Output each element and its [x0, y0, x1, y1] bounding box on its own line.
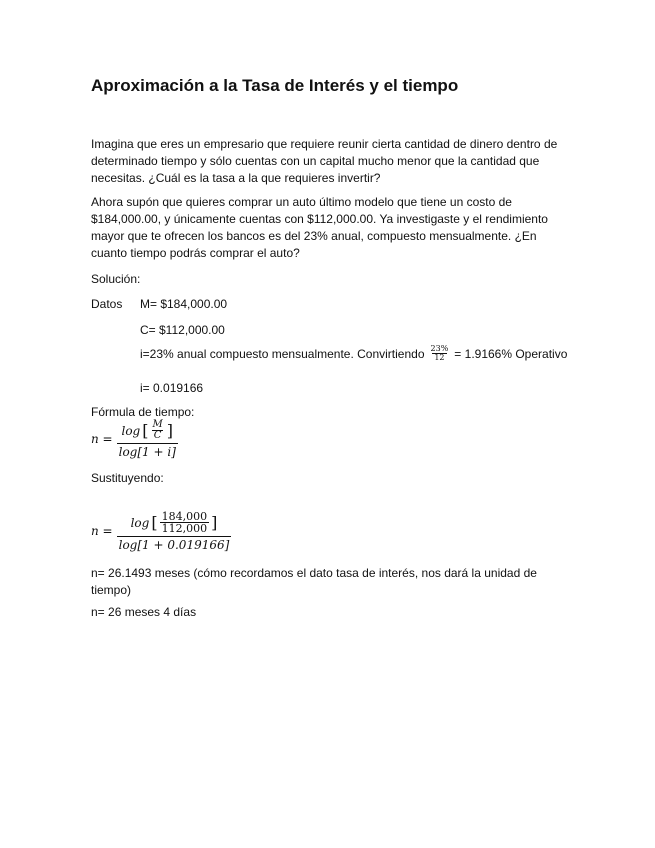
sub-c: 112,000 — [161, 522, 208, 535]
sub-amount-ratio — [160, 511, 210, 534]
page-title: Aproximación a la Tasa de Interés y el tiempo — [91, 76, 459, 95]
result-months: n= 26.1493 meses (cómo recordamos el dato tasa de interés, nos dará la unidad de tiempo) — [91, 566, 537, 597]
formula-fraction — [117, 420, 178, 458]
formula-numerator — [119, 420, 175, 443]
formula-c: C — [153, 430, 162, 441]
formula-n: n = — [91, 432, 113, 446]
problem-paragraph: Ahora supón que quieres comprar un auto último modelo que tiene un costo de $184,000.00, y únicamente cuentas con $112,000.00. Ya investigaste y el rendimiento mayor que te ofrecen los bancos es del 23% anual, compuesto mensualmente. ¿En cuanto tiempo podrás comprar el auto? — [91, 195, 548, 260]
sub-denominator: log[1 + 0.019166] — [118, 538, 230, 552]
sub-m: 184,000 — [161, 510, 208, 523]
sub-fraction — [117, 511, 232, 551]
datos-i-text: i=23% anual compuesto mensualmente. Convirtiendo — [140, 346, 425, 361]
rate-fraction — [429, 345, 451, 362]
formula-label: Fórmula de tiempo: — [91, 405, 195, 419]
sub-log: log — [130, 515, 150, 530]
time-formula — [91, 420, 178, 458]
sub-left-bracket: [ — [151, 512, 158, 532]
formula-log: log — [121, 423, 141, 438]
rate-fraction-num: 23% — [430, 344, 449, 353]
result-months-days: n= 26 meses 4 días — [91, 605, 197, 619]
rate-fraction-den: 12 — [434, 353, 445, 362]
substituted-formula — [91, 511, 231, 551]
formula-m: M — [152, 419, 163, 430]
sub-numerator — [129, 511, 220, 536]
datos-i-result: = 1.9166% Operativo — [454, 346, 568, 361]
intro-paragraph: Imagina que eres un empresario que requiere reunir cierta cantidad de dinero dentro de determinado tiempo y sólo cuentas con un capital mucho menor que la cantidad que necesitas. ¿Cuál es la tasa a la que requieres invertir? — [91, 137, 558, 185]
sub-right-bracket: ] — [211, 512, 218, 532]
solution-label: Solución: — [91, 272, 141, 286]
datos-label: Datos — [91, 297, 123, 311]
datos-c: C= $112,000.00 — [140, 323, 225, 337]
datos-i-decimal: i= 0.019166 — [140, 381, 204, 395]
sustituyendo-label: Sustituyendo: — [91, 471, 164, 485]
formula-denominator: log[1 + i] — [118, 445, 176, 459]
datos-m: M= $184,000.00 — [140, 297, 228, 311]
right-bracket: ] — [166, 420, 173, 440]
m-over-c — [150, 420, 164, 441]
left-bracket: [ — [142, 420, 149, 440]
datos-i-row — [140, 345, 567, 362]
sub-n: n = — [91, 524, 113, 538]
